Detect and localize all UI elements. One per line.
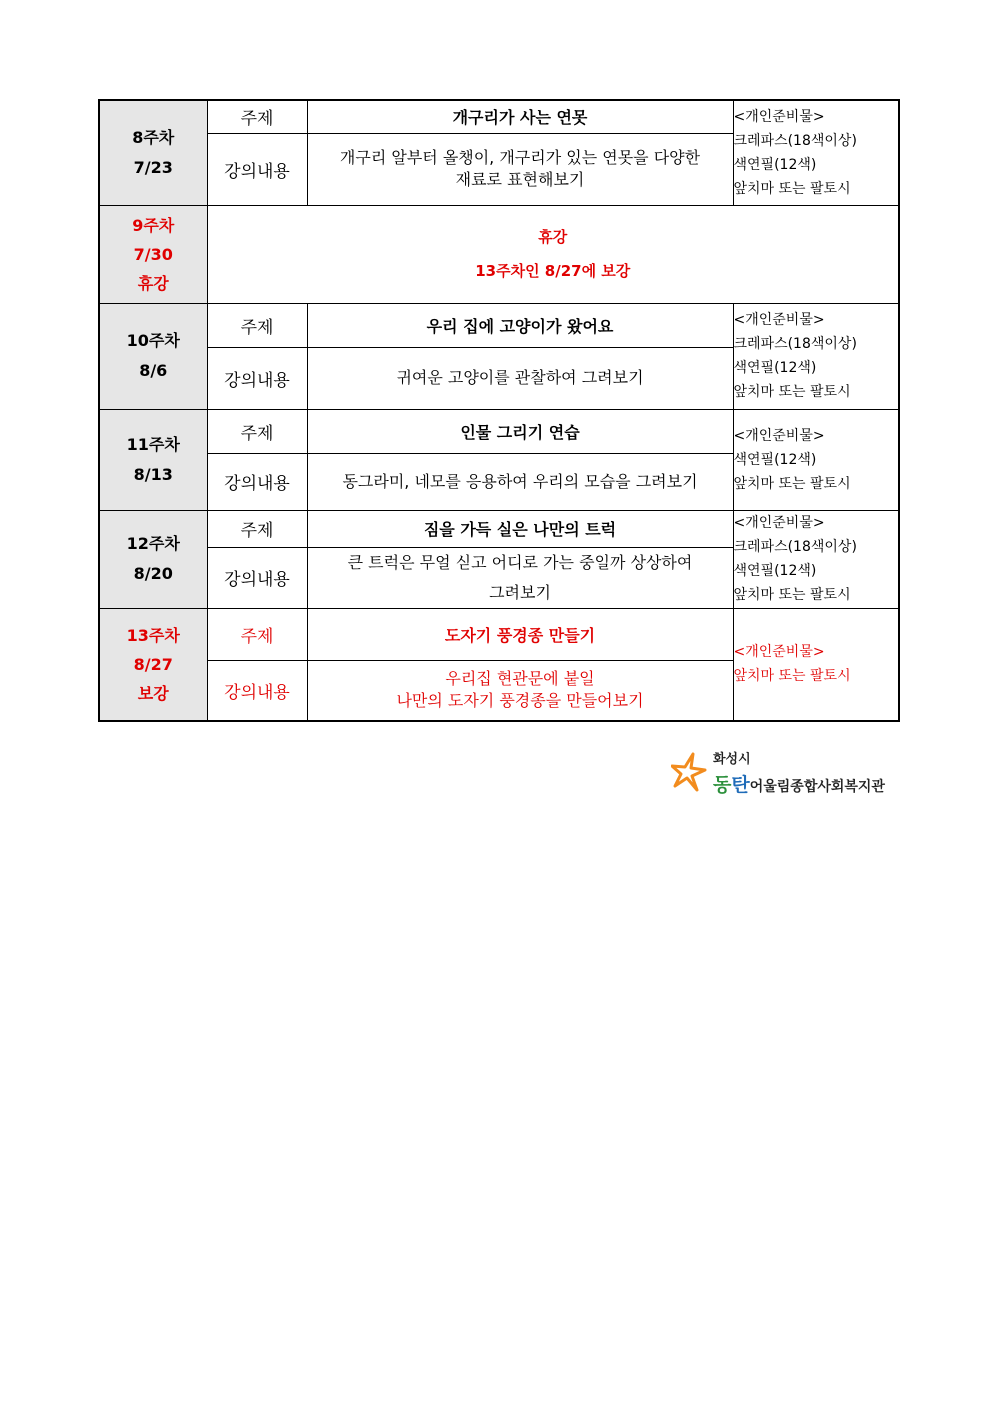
week-date: 7/30 — [133, 244, 173, 264]
week9-cell — [99, 205, 207, 303]
week-number: 9주차 — [132, 215, 175, 235]
holiday-notice: 휴강 13주차인 8/27에 보강 — [207, 205, 899, 303]
week8-cell — [99, 100, 207, 205]
week-date: 8/20 — [133, 564, 173, 583]
logo-city: 화성시 — [713, 752, 751, 767]
prep-cell: <개인준비물> 색연필(12색) 앞치마 또는 팔토시 — [733, 409, 899, 510]
topic-label: 주제 — [207, 100, 307, 133]
content-text: 우리집 현관문에 붙일 나만의 도자기 풍경종을 만들어보기 — [307, 660, 733, 721]
prep-cell: <개인준비물> 크레파스(18색이상) 색연필(12색) 앞치마 또는 팔토시 — [733, 303, 899, 409]
week10-topic-row — [99, 303, 899, 347]
week-date: 8/6 — [139, 361, 168, 380]
topic-title: 인물 그리기 연습 — [307, 409, 733, 453]
content-text: 동그라미, 네모를 응용하여 우리의 모습을 그려보기 — [307, 453, 733, 510]
topic-title: 짐을 가득 실은 나만의 트럭 — [307, 510, 733, 547]
topic-title: 우리 집에 고양이가 왔어요 — [307, 303, 733, 347]
week-number: 11주차 — [126, 434, 180, 454]
topic-label: 주제 — [207, 409, 307, 453]
week13-topic-row — [99, 608, 899, 660]
week12-cell — [99, 510, 207, 608]
week-number: 12주차 — [126, 534, 180, 553]
content-label: 강의내용 — [207, 547, 307, 608]
topic-label: 주제 — [207, 303, 307, 347]
star-logo-icon — [671, 752, 707, 792]
topic-label: 주제 — [207, 608, 307, 660]
topic-label: 주제 — [207, 510, 307, 547]
week11-cell — [99, 409, 207, 510]
topic-title: 개구리가 사는 연못 — [307, 100, 733, 133]
week8-topic-row — [99, 100, 899, 133]
week-date: 8/27 — [133, 654, 173, 674]
week9-row — [99, 205, 899, 303]
content-text: 개구리 알부터 올챙이, 개구리가 있는 연못을 다양한 재료로 표현해보기 — [307, 133, 733, 205]
prep-cell: <개인준비물> 크레파스(18색이상) 색연필(12색) 앞치마 또는 팔토시 — [733, 100, 899, 205]
prep-cell: <개인준비물> 크레파스(18색이상) 색연필(12색) 앞치마 또는 팔토시 — [733, 510, 899, 608]
week-number: 13주차 — [126, 625, 180, 645]
logo-name: 동탄어울림종합사회복지관 — [713, 774, 885, 796]
prep-cell: <개인준비물> 앞치마 또는 팔토시 — [733, 608, 899, 721]
week-date: 7/23 — [133, 157, 173, 177]
week13-cell — [99, 608, 207, 721]
organization-logo — [671, 748, 901, 798]
content-label: 강의내용 — [207, 453, 307, 510]
week11-topic-row — [99, 409, 899, 453]
topic-title: 도자기 풍경종 만들기 — [307, 608, 733, 660]
week-number: 8주차 — [132, 127, 175, 147]
week-number: 10주차 — [126, 331, 180, 350]
week10-cell — [99, 303, 207, 409]
week-date: 8/13 — [133, 464, 173, 484]
content-label: 강의내용 — [207, 347, 307, 409]
content-text: 귀여운 고양이를 관찰하여 그려보기 — [307, 347, 733, 409]
week-note: 보강 — [137, 683, 169, 703]
content-label: 강의내용 — [207, 660, 307, 721]
week12-topic-row — [99, 510, 899, 547]
content-text: 큰 트럭은 무얼 싣고 어디로 가는 중일까 상상하여 그려보기 — [307, 547, 733, 608]
week-note: 휴강 — [137, 273, 169, 293]
content-label: 강의내용 — [207, 133, 307, 205]
schedule-table — [98, 99, 900, 722]
